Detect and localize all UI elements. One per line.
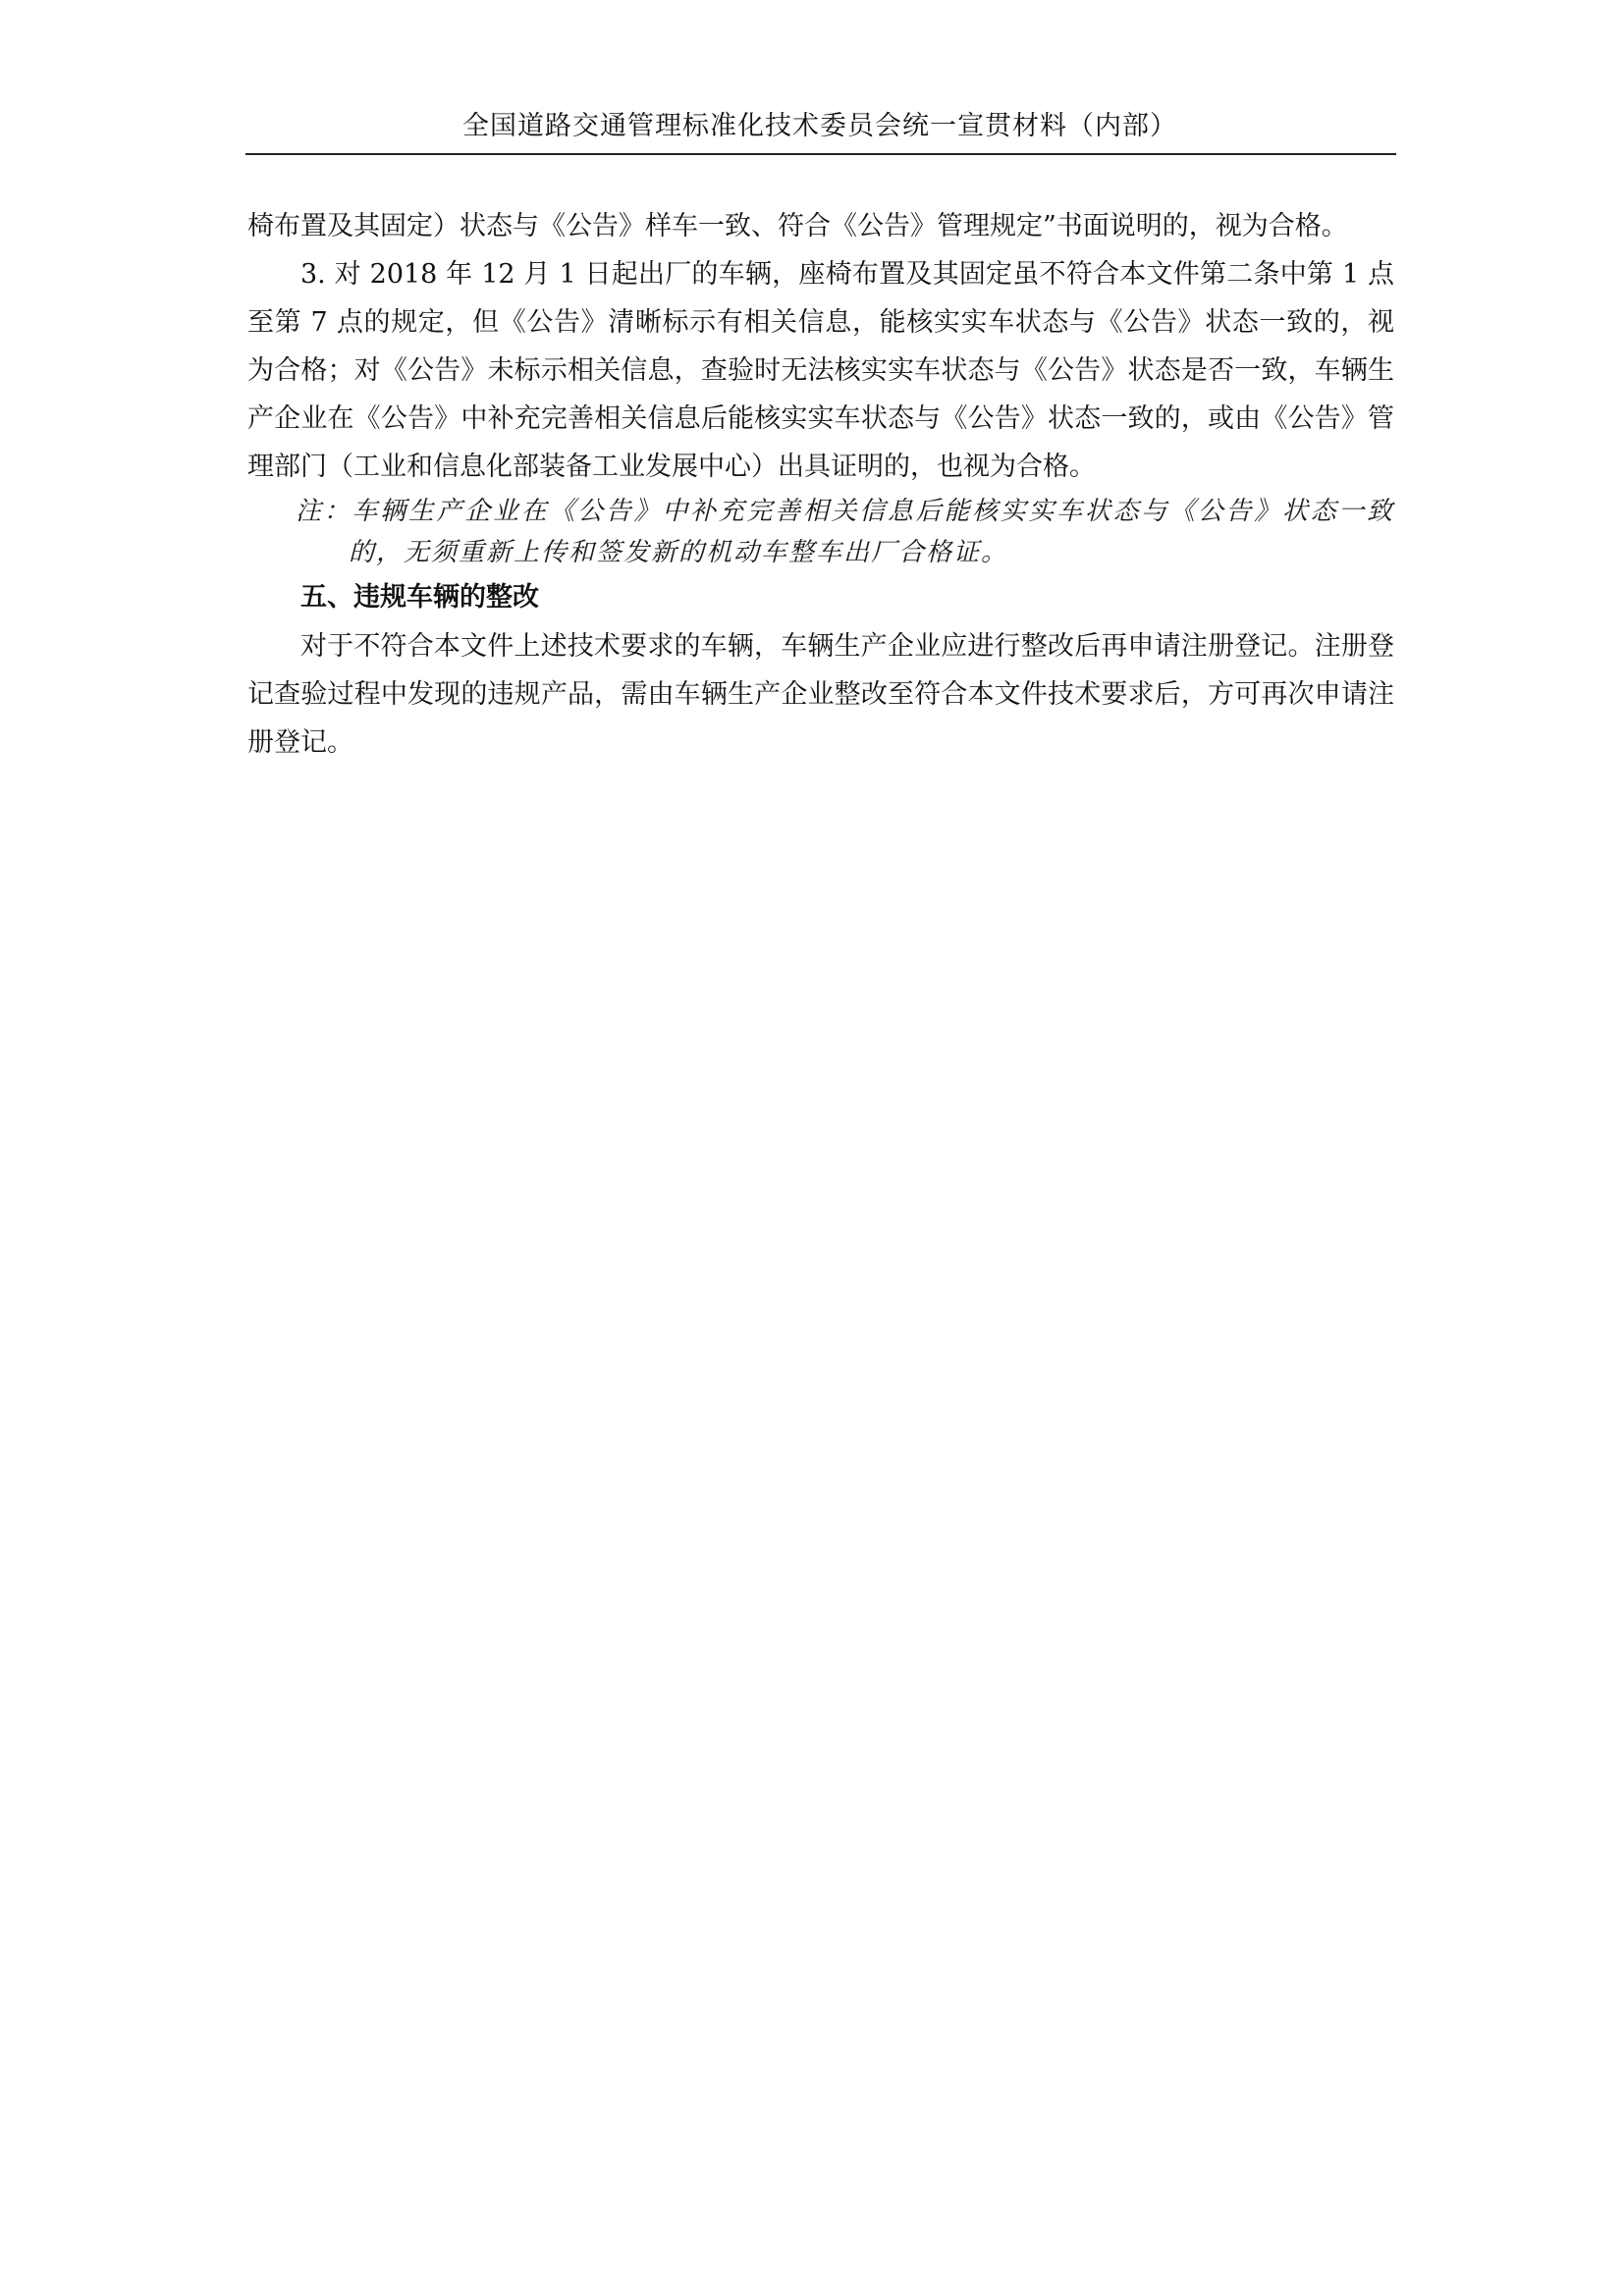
paragraph-item-3: 3. 对 2018 年 12 月 1 日起出厂的车辆，座椅布置及其固定虽不符合本文件第二条中第 1 点至第 7 点的规定，但《公告》清晰标示有相关信息，能核实实车状态与《公告》状态一致的，视为合格；对《公告》未标示相关信息，查验时无法核实实车状态与《公告》状态是否一致，车辆生产企业在《公告》中补充完善相关信息后能核实实车状态与《公告》状态一致的，或由《公告》管理部门（工业和信息化部装备工业发展中心）出具证明的，也视为合格。: [247, 259, 1394, 482]
running-header: 全国道路交通管理标准化技术委员会统一宣贯材料（内部）: [462, 111, 1177, 141]
page-content: [247, 202, 1394, 767]
section-heading: 五、违规车辆的整改: [300, 582, 539, 613]
header-rule: [245, 153, 1396, 155]
note-paragraph: 注：车辆生产企业在《公告》中补充完善相关信息后能核实实车状态与《公告》状态一致的，无须重新上传和签发新的机动车整车出厂合格证。: [296, 497, 1394, 567]
paragraph-continuation: 椅布置及其固定）状态与《公告》样车一致、符合《公告》管理规定”书面说明的，视为合格。: [247, 211, 1348, 241]
section-paragraph: 对于不符合本文件上述技术要求的车辆，车辆生产企业应进行整改后再申请注册登记。注册登记查验过程中发现的违规产品，需由车辆生产企业整改至符合本文件技术要求后，方可再次申请注册登记。: [247, 631, 1394, 758]
